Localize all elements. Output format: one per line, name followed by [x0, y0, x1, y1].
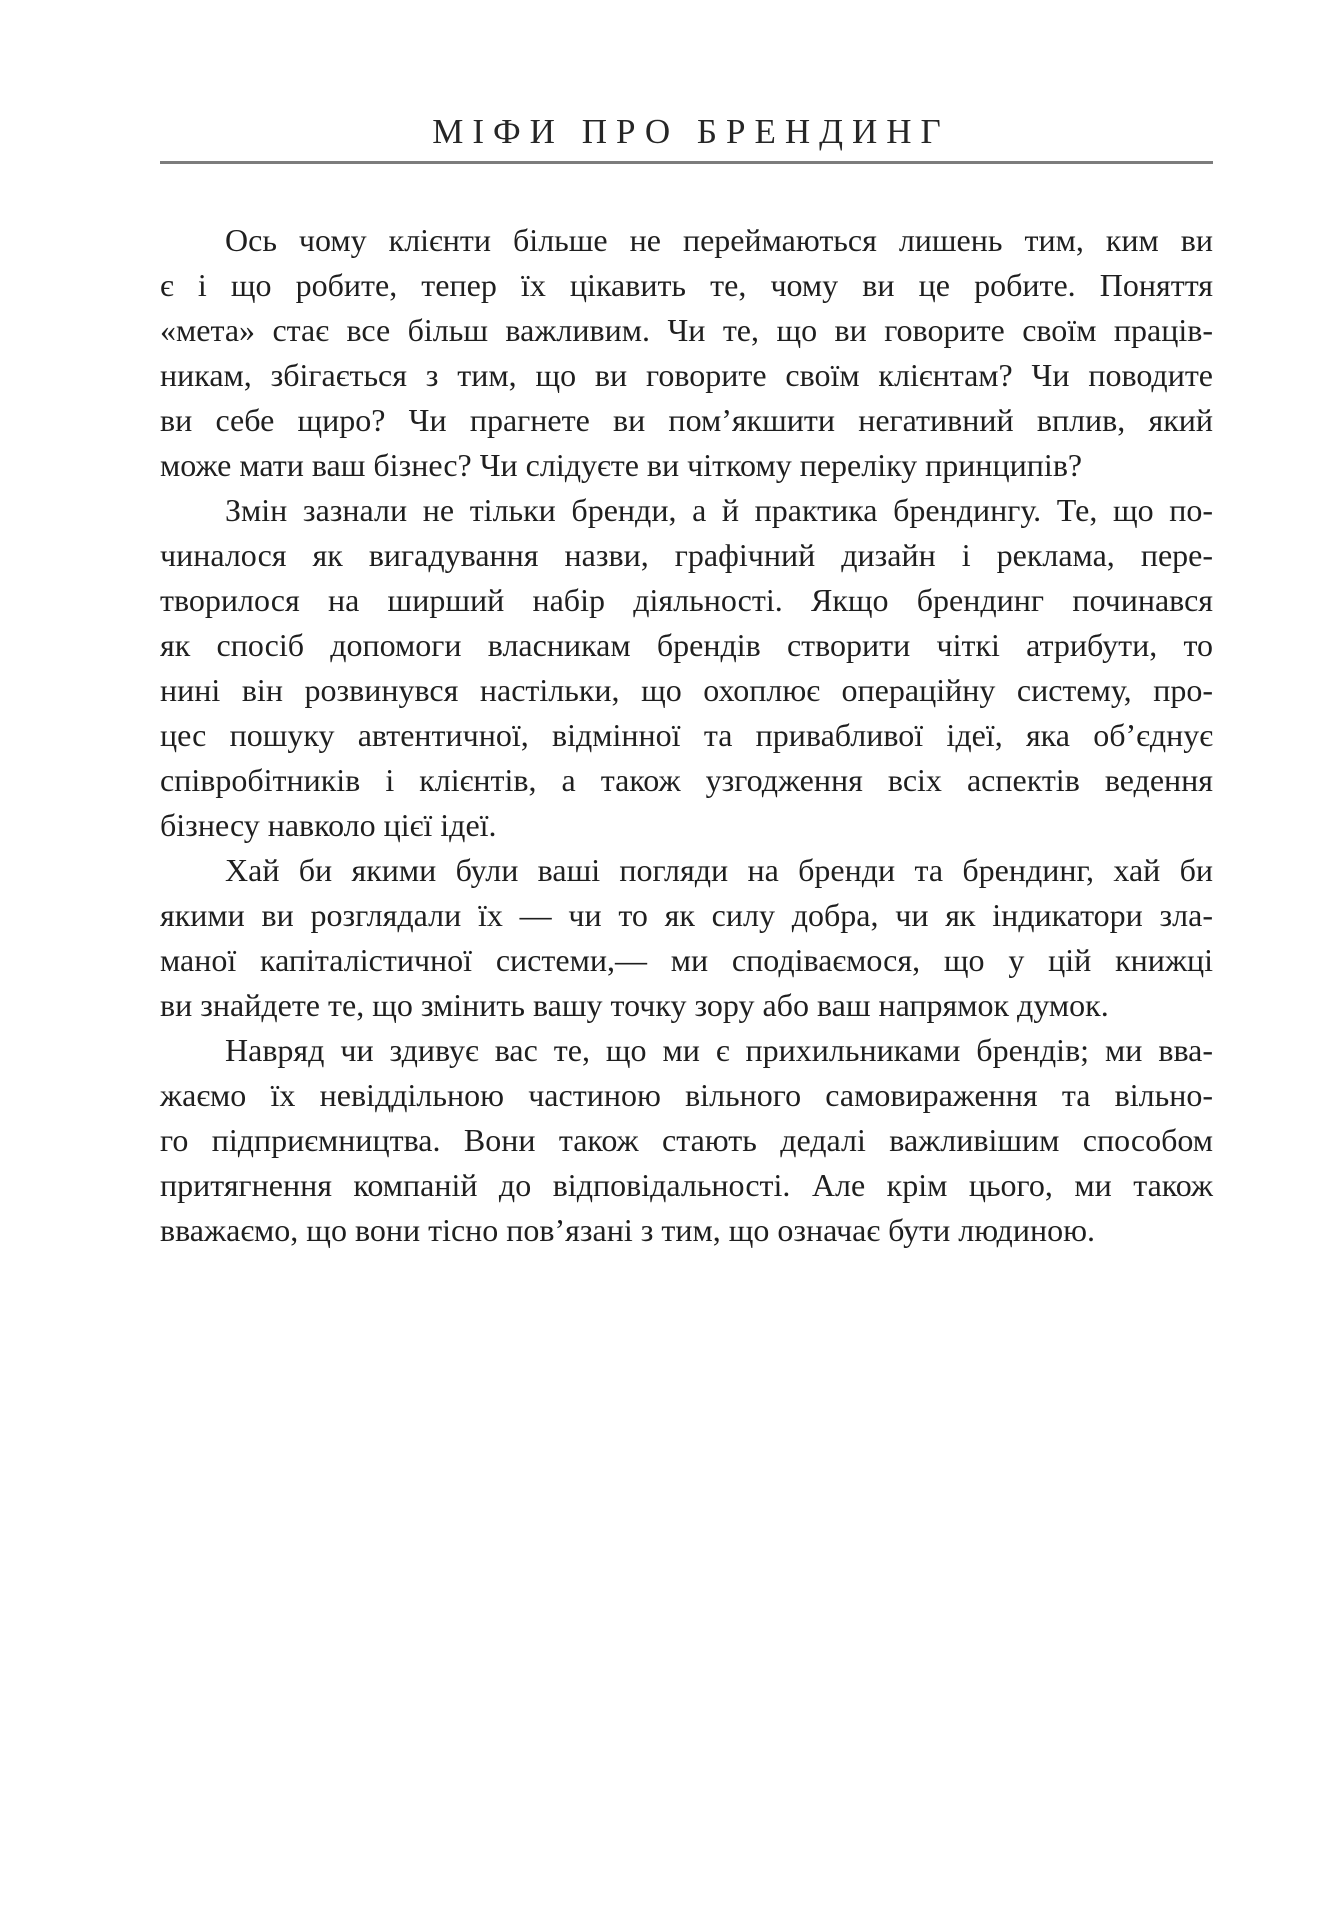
paragraph — [160, 848, 1213, 1028]
text-line: може мати ваш бізнес? Чи слідуєте ви чіткому переліку принципів? — [160, 447, 1083, 483]
running-head — [160, 112, 1213, 164]
text-line: Навряд чи здивує вас те, що ми є прихильниками брендів; ми вва- — [225, 1032, 1213, 1068]
text-line: Змін зазнали не тільки бренди, а й практика брендингу. Те, що по- — [225, 492, 1213, 528]
paragraph — [160, 218, 1213, 488]
text-line: якими ви розглядали їх — чи то як силу добра, чи як індикатори зла- — [160, 897, 1213, 933]
text-line: Хай би якими були ваші погляди на бренди та брендинг, хай би — [225, 852, 1213, 888]
text-line: співробітників і клієнтів, а також узгодження всіх аспектів ведення — [160, 762, 1213, 798]
text-line: бізнесу навколо цієї ідеї. — [160, 807, 497, 843]
paragraph — [160, 1028, 1213, 1253]
text-line: притягнення компаній до відповідальності. Але крім цього, ми також — [160, 1167, 1213, 1203]
text-line: ви себе щиро? Чи прагнете ви пом’якшити негативний вплив, який — [160, 402, 1213, 438]
header-rule — [160, 161, 1213, 164]
text-line: цес пошуку автентичної, відмінної та привабливої ідеї, яка об’єднує — [160, 717, 1213, 753]
text-line: жаємо їх невіддільною частиною вільного самовираження та вільно- — [160, 1077, 1213, 1113]
text-line: чиналося як вигадування назви, графічний дизайн і реклама, пере- — [160, 537, 1213, 573]
text-line: ви знайдете те, що змінить вашу точку зору або ваш напрямок думок. — [160, 987, 1109, 1023]
page-header-title: МІФИ ПРО БРЕНДИНГ — [432, 112, 950, 151]
text-line: вважаємо, що вони тісно пов’язані з тим, що означає бути людиною. — [160, 1212, 1095, 1248]
text-line: го підприємництва. Вони також стають дедалі важливішим способом — [160, 1122, 1213, 1158]
text-line: є і що робите, тепер їх цікавить те, чому ви це робите. Поняття — [160, 267, 1213, 303]
text-line: «мета» стає все більш важливим. Чи те, що ви говорите своїм праців- — [160, 312, 1213, 348]
text-line: Ось чому клієнти більше не переймаються лишень тим, ким ви — [225, 222, 1213, 258]
text-line: маної капіталістичної системи,— ми сподіваємося, що у цій книжці — [160, 942, 1213, 978]
text-line: никам, збігається з тим, що ви говорите своїм клієнтам? Чи поводите — [160, 357, 1213, 393]
body-text — [160, 218, 1213, 1253]
text-line: творилося на ширший набір діяльності. Якщо брендинг починався — [160, 582, 1213, 618]
paragraph — [160, 488, 1213, 848]
text-line: як спосіб допомоги власникам брендів створити чіткі атрибути, то — [160, 627, 1213, 663]
text-line: нині він розвинувся настільки, що охоплює операційну систему, про- — [160, 672, 1213, 708]
